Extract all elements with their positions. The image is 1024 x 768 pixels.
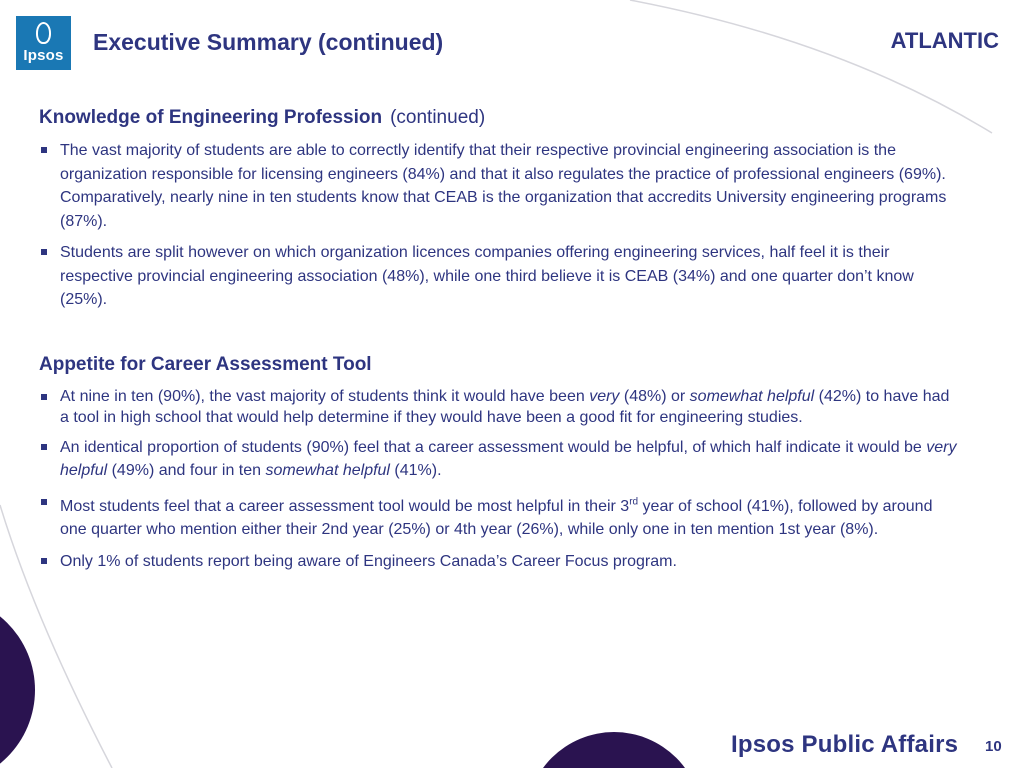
bullet-item: [39, 550, 959, 574]
text-run: year of school (41%), followed by around one quarter who mention either their 2nd year (25%) or 4th year (26%), while only one in ten mention 1st year (8%).: [60, 497, 933, 539]
bullet-text: [60, 244, 914, 308]
bullet-marker: [41, 147, 47, 153]
logo-head-icon: [36, 22, 51, 44]
bullet-text: [60, 553, 677, 570]
bullet-text: [60, 142, 946, 230]
bullet-item: [39, 386, 959, 428]
section-knowledge: [39, 105, 959, 312]
bullet-marker: [41, 249, 47, 255]
bullet-marker: [41, 444, 47, 450]
bullet-item: [39, 491, 959, 542]
bullet-marker: [41, 499, 47, 505]
text-run: (48%) or: [619, 387, 690, 405]
bullet-text: [60, 388, 949, 426]
region-label: ATLANTIC: [890, 28, 999, 53]
brand-footer: Ipsos Public Affairs: [731, 731, 959, 758]
text-run: Only 1% of students report being aware of Engineers Canada’s Career Focus program.: [60, 552, 677, 570]
text-run: (42%) to have had a tool in high school that would help determine if they would have been a good fit for engineering studies.: [60, 387, 950, 426]
ipsos-logo: [16, 16, 71, 70]
bullet-marker: [41, 558, 47, 564]
left-purple-circle: [0, 595, 35, 768]
text-run: Students are split however on which organization licences companies offering engineering services, half feel it is their respective provincial engineering association (48%), while one third believe it is CEAB (34%) and one quarter don’t know (25%).: [60, 244, 914, 308]
page-number: 10: [985, 738, 1002, 755]
logo-text: Ipsos: [23, 47, 64, 64]
bullet-item: [39, 241, 959, 312]
section-heading: [39, 352, 959, 378]
text-run: An identical proportion of students (90%) feel that a career assessment would be helpful, of which half indicate it would be: [60, 438, 927, 456]
bullet-item: [39, 139, 959, 233]
text-run: At nine in ten (90%), the vast majority of students think it would have been: [60, 387, 590, 405]
bullet-item: [39, 436, 959, 483]
bullet-text: [60, 439, 957, 480]
section-heading: [39, 105, 959, 131]
section-heading-text: Knowledge of Engineering Profession: [39, 107, 383, 128]
bullet-list: [39, 386, 959, 574]
bullet-text: [60, 498, 932, 539]
italic-emphasis: very helpful: [60, 438, 957, 479]
text-run: Most students feel that a career assessment tool would be most helpful in their 3: [60, 497, 630, 515]
text-run: The vast majority of students are able to correctly identify that their respective provincial engineering association is the organization responsible for licensing engineers (84%) and that it also regulates the practice of professional engineers (69%). Comparatively, nearly nine in ten students know that CEAB is the organization that accredits University engineering programs (87%).: [60, 142, 947, 230]
section-heading-text: Appetite for Career Assessment Tool: [39, 353, 372, 375]
italic-emphasis: somewhat helpful: [265, 462, 390, 479]
italic-emphasis: very: [589, 387, 620, 405]
content-area: [39, 105, 959, 581]
italic-emphasis: somewhat helpful: [689, 387, 815, 405]
bullet-marker: [41, 394, 47, 400]
bullet-list: [39, 139, 959, 312]
text-run: (49%) and four in ten: [107, 462, 266, 479]
ordinal-superscript: rd: [629, 496, 639, 508]
page-title: Executive Summary (continued): [93, 29, 444, 55]
section-heading-suffix: (continued): [390, 107, 486, 128]
section-appetite: [39, 352, 959, 574]
text-run: (41%).: [389, 462, 442, 479]
bottom-purple-circle: [526, 732, 702, 768]
